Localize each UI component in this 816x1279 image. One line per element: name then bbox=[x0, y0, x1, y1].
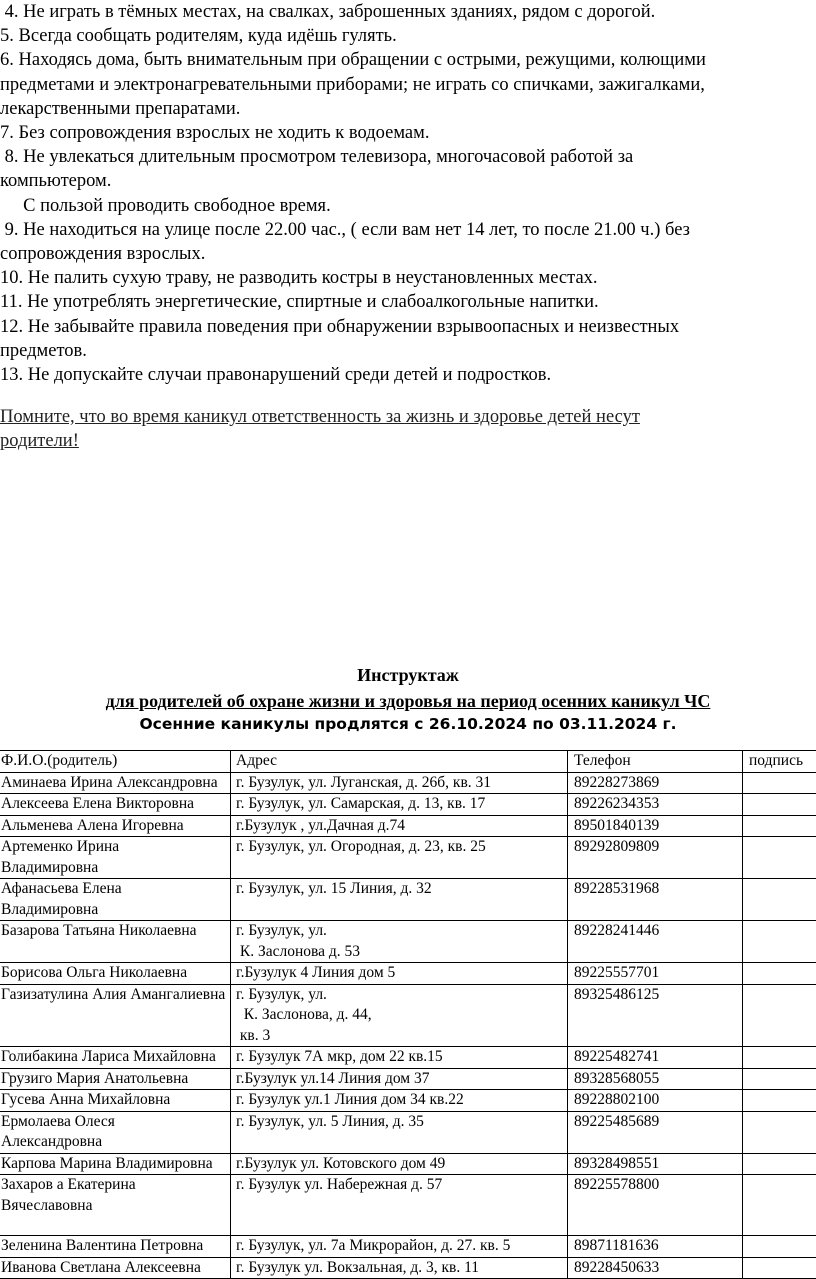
parent-name-line: Зеленина Валентина Петровна bbox=[1, 1236, 227, 1257]
address-line: г. Бузулук ул. Набережная д. 57 bbox=[236, 1175, 564, 1196]
notice-line: Помните, что во время каникул ответственность за жизнь и здоровье детей несут bbox=[0, 405, 780, 429]
briefing-title: Инструктаж bbox=[0, 664, 816, 686]
parent-name-cell bbox=[0, 921, 231, 963]
signature-cell bbox=[743, 1090, 816, 1112]
address-line: г. Бузулук, ул. 7а Микрорайон, д. 27. кв. 5 bbox=[236, 1236, 564, 1257]
phone-cell: 89228241446 bbox=[568, 921, 743, 963]
table-row bbox=[0, 1153, 816, 1175]
address-cell bbox=[231, 1090, 568, 1112]
parent-name-cell bbox=[0, 1111, 231, 1153]
parent-name-cell bbox=[0, 1175, 231, 1236]
parent-name-cell bbox=[0, 794, 231, 816]
parent-name-line: Альменева Алена Игоревна bbox=[1, 816, 227, 837]
table-row bbox=[0, 1257, 816, 1279]
parent-name-cell bbox=[0, 1047, 231, 1069]
parent-name-cell bbox=[0, 963, 231, 985]
parent-name-line: Борисова Ольга Николаевна bbox=[1, 963, 227, 984]
briefing-subtitle: для родителей об охране жизни и здоровья на период осенних каникул ЧС bbox=[0, 690, 816, 712]
parent-name-line: Газизатулина Алия Амангалиевна bbox=[1, 985, 227, 1006]
phone-cell: 89226234353 bbox=[568, 794, 743, 816]
rule-line: С пользой проводить свободное время. bbox=[0, 194, 812, 218]
table-row bbox=[0, 837, 816, 879]
address-line: г.Бузулук ул. Котовского дом 49 bbox=[236, 1154, 564, 1175]
parent-name-line: Иванова Светлана Алексеевна bbox=[1, 1258, 227, 1279]
signature-cell bbox=[743, 879, 816, 921]
signature-cell bbox=[743, 984, 816, 1047]
address-cell bbox=[231, 1175, 568, 1236]
table-row bbox=[0, 1090, 816, 1112]
header-signature: подпись bbox=[743, 751, 816, 773]
phone-cell: 89228450633 bbox=[568, 1257, 743, 1279]
phone-cell: 89228531968 bbox=[568, 879, 743, 921]
parent-name-line: Алексеева Елена Викторовна bbox=[1, 794, 227, 815]
address-line: г.Бузулук , ул.Дачная д.74 bbox=[236, 816, 564, 837]
address-line: г. Бузулук, ул. 5 Линия, д. 35 bbox=[236, 1112, 564, 1133]
rule-line: 9. Не находиться на улице после 22.00 час., ( если вам нет 14 лет, то после 21.00 ч.) без bbox=[0, 218, 812, 242]
parent-name-line: Владимировна bbox=[1, 858, 227, 879]
address-cell bbox=[231, 772, 568, 794]
address-cell bbox=[231, 879, 568, 921]
phone-cell: 89292809809 bbox=[568, 837, 743, 879]
address-cell bbox=[231, 1047, 568, 1069]
parent-name-line: Базарова Татьяна Николаевна bbox=[1, 921, 227, 942]
signature-cell bbox=[743, 963, 816, 985]
signature-cell bbox=[743, 1111, 816, 1153]
parent-name-line: Владимировна bbox=[1, 900, 227, 921]
parent-name-cell bbox=[0, 1257, 231, 1279]
signature-cell bbox=[743, 1047, 816, 1069]
phone-cell: 89328498551 bbox=[568, 1153, 743, 1175]
signature-cell bbox=[743, 1068, 816, 1090]
address-cell bbox=[231, 1236, 568, 1258]
signature-cell bbox=[743, 815, 816, 837]
parent-name-cell bbox=[0, 1068, 231, 1090]
signature-cell bbox=[743, 1257, 816, 1279]
phone-cell: 89225485689 bbox=[568, 1111, 743, 1153]
address-line: г. Бузулук, ул. 15 Линия, д. 32 bbox=[236, 879, 564, 900]
safety-rules-list bbox=[0, 0, 812, 387]
phone-cell: 89225482741 bbox=[568, 1047, 743, 1069]
address-cell bbox=[231, 815, 568, 837]
header-address: Адрес bbox=[231, 751, 568, 773]
parents-table bbox=[0, 750, 816, 1279]
rule-line: 11. Не употреблять энергетические, спиртные и слабоалкогольные напитки. bbox=[0, 290, 812, 314]
table-row bbox=[0, 1068, 816, 1090]
address-cell bbox=[231, 1111, 568, 1153]
address-line: г. Бузулук ул. Вокзальная, д. 3, кв. 11 bbox=[236, 1258, 564, 1279]
phone-cell: 89225557701 bbox=[568, 963, 743, 985]
parent-name-line: Артеменко Ирина bbox=[1, 837, 227, 858]
rule-line: 5. Всегда сообщать родителям, куда идёшь гулять. bbox=[0, 24, 812, 48]
rule-line: 13. Не допускайте случаи правонарушений среди детей и подростков. bbox=[0, 363, 812, 387]
address-line: К. Заслонова, д. 44, bbox=[236, 1005, 564, 1026]
address-line: г. Бузулук 7А мкр, дом 22 кв.15 bbox=[236, 1047, 564, 1068]
phone-cell: 89871181636 bbox=[568, 1236, 743, 1258]
address-line: К. Заслонова д. 53 bbox=[236, 942, 564, 963]
parent-name-line: Грузиго Мария Анатольевна bbox=[1, 1069, 227, 1090]
parent-name-line: Аминаева Ирина Александровна bbox=[1, 773, 227, 794]
rule-line: 6. Находясь дома, быть внимательным при обращении с острыми, режущими, колющими bbox=[0, 48, 812, 72]
phone-cell: 89501840139 bbox=[568, 815, 743, 837]
table-row bbox=[0, 794, 816, 816]
parent-name-cell bbox=[0, 815, 231, 837]
parent-name-line: Карпова Марина Владимировна bbox=[1, 1154, 227, 1175]
parent-name-cell bbox=[0, 772, 231, 794]
address-cell bbox=[231, 794, 568, 816]
header-phone: Телефон bbox=[568, 751, 743, 773]
table-row bbox=[0, 921, 816, 963]
parent-name-cell bbox=[0, 984, 231, 1047]
parent-name-cell bbox=[0, 1090, 231, 1112]
address-cell bbox=[231, 963, 568, 985]
parent-responsibility-notice bbox=[0, 405, 780, 453]
rule-line: компьютером. bbox=[0, 169, 812, 193]
address-cell bbox=[231, 1257, 568, 1279]
phone-cell: 89325486125 bbox=[568, 984, 743, 1047]
table-row bbox=[0, 984, 816, 1047]
address-line: г.Бузулук ул.14 Линия дом 37 bbox=[236, 1069, 564, 1090]
phone-cell: 89225578800 bbox=[568, 1175, 743, 1236]
rule-line: предметами и электронагревательными приборами; не играть со спичками, зажигалками, bbox=[0, 73, 812, 97]
parent-name-line: Ермолаева Олеся bbox=[1, 1112, 227, 1133]
signature-cell bbox=[743, 1153, 816, 1175]
parent-name-line: Афанасьева Елена bbox=[1, 879, 227, 900]
address-line: г.Бузулук 4 Линия дом 5 bbox=[236, 963, 564, 984]
table-header-row bbox=[0, 751, 816, 773]
rule-line: 12. Не забывайте правила поведения при обнаружении взрывоопасных и неизвестных bbox=[0, 315, 812, 339]
address-line: г. Бузулук, ул. bbox=[236, 985, 564, 1006]
signature-cell bbox=[743, 921, 816, 963]
address-cell bbox=[231, 984, 568, 1047]
header-name: Ф.И.О.(родитель) bbox=[0, 751, 231, 773]
rule-line: 7. Без сопровождения взрослых не ходить к водоемам. bbox=[0, 121, 812, 145]
parent-name-cell bbox=[0, 879, 231, 921]
table-row bbox=[0, 879, 816, 921]
parent-name-cell bbox=[0, 1153, 231, 1175]
table-row bbox=[0, 1236, 816, 1258]
address-cell bbox=[231, 1153, 568, 1175]
parent-name-line: Вячеславовна bbox=[1, 1196, 227, 1217]
phone-cell: 89228802100 bbox=[568, 1090, 743, 1112]
signature-cell bbox=[743, 794, 816, 816]
parent-name-line: Александровна bbox=[1, 1132, 227, 1153]
address-line: кв. 3 bbox=[236, 1026, 564, 1047]
phone-cell: 89228273869 bbox=[568, 772, 743, 794]
signature-cell bbox=[743, 1175, 816, 1236]
signature-cell bbox=[743, 837, 816, 879]
signature-cell bbox=[743, 772, 816, 794]
address-line: г. Бузулук, ул. Луганская, д. 26б, кв. 31 bbox=[236, 773, 564, 794]
rule-line: 8. Не увлекаться длительным просмотром телевизора, многочасовой работой за bbox=[0, 145, 812, 169]
parent-name-cell bbox=[0, 837, 231, 879]
address-line: г. Бузулук, ул. bbox=[236, 921, 564, 942]
rule-line: 10. Не палить сухую траву, не разводить костры в неустановленных местах. bbox=[0, 266, 812, 290]
address-cell bbox=[231, 921, 568, 963]
parent-name-line: Захаров а Екатерина bbox=[1, 1175, 227, 1196]
holiday-dates: Осенние каникулы продлятся с 26.10.2024 по 03.11.2024 г. bbox=[0, 713, 816, 735]
phone-cell: 89328568055 bbox=[568, 1068, 743, 1090]
parent-name-line: Голибакина Лариса Михайловна bbox=[1, 1047, 227, 1068]
address-cell bbox=[231, 1068, 568, 1090]
table-row bbox=[0, 963, 816, 985]
rule-line: лекарственными препаратами. bbox=[0, 97, 812, 121]
table-row bbox=[0, 1111, 816, 1153]
table-row bbox=[0, 1175, 816, 1236]
rule-line: предметов. bbox=[0, 339, 812, 363]
parent-name-line: Гусева Анна Михайловна bbox=[1, 1090, 227, 1111]
parent-name-cell bbox=[0, 1236, 231, 1258]
rule-line: 4. Не играть в тёмных местах, на свалках, заброшенных зданиях, рядом с дорогой. bbox=[0, 0, 812, 24]
signature-cell bbox=[743, 1236, 816, 1258]
rule-line: сопровождения взрослых. bbox=[0, 242, 812, 266]
address-line: г. Бузулук, ул. Самарская, д. 13, кв. 17 bbox=[236, 794, 564, 815]
address-line: г. Бузулук ул.1 Линия дом 34 кв.22 bbox=[236, 1090, 564, 1111]
table-row bbox=[0, 815, 816, 837]
table-row bbox=[0, 772, 816, 794]
address-line: г. Бузулук, ул. Огородная, д. 23, кв. 25 bbox=[236, 837, 564, 858]
notice-line: родители! bbox=[0, 429, 780, 453]
table-row bbox=[0, 1047, 816, 1069]
address-cell bbox=[231, 837, 568, 879]
